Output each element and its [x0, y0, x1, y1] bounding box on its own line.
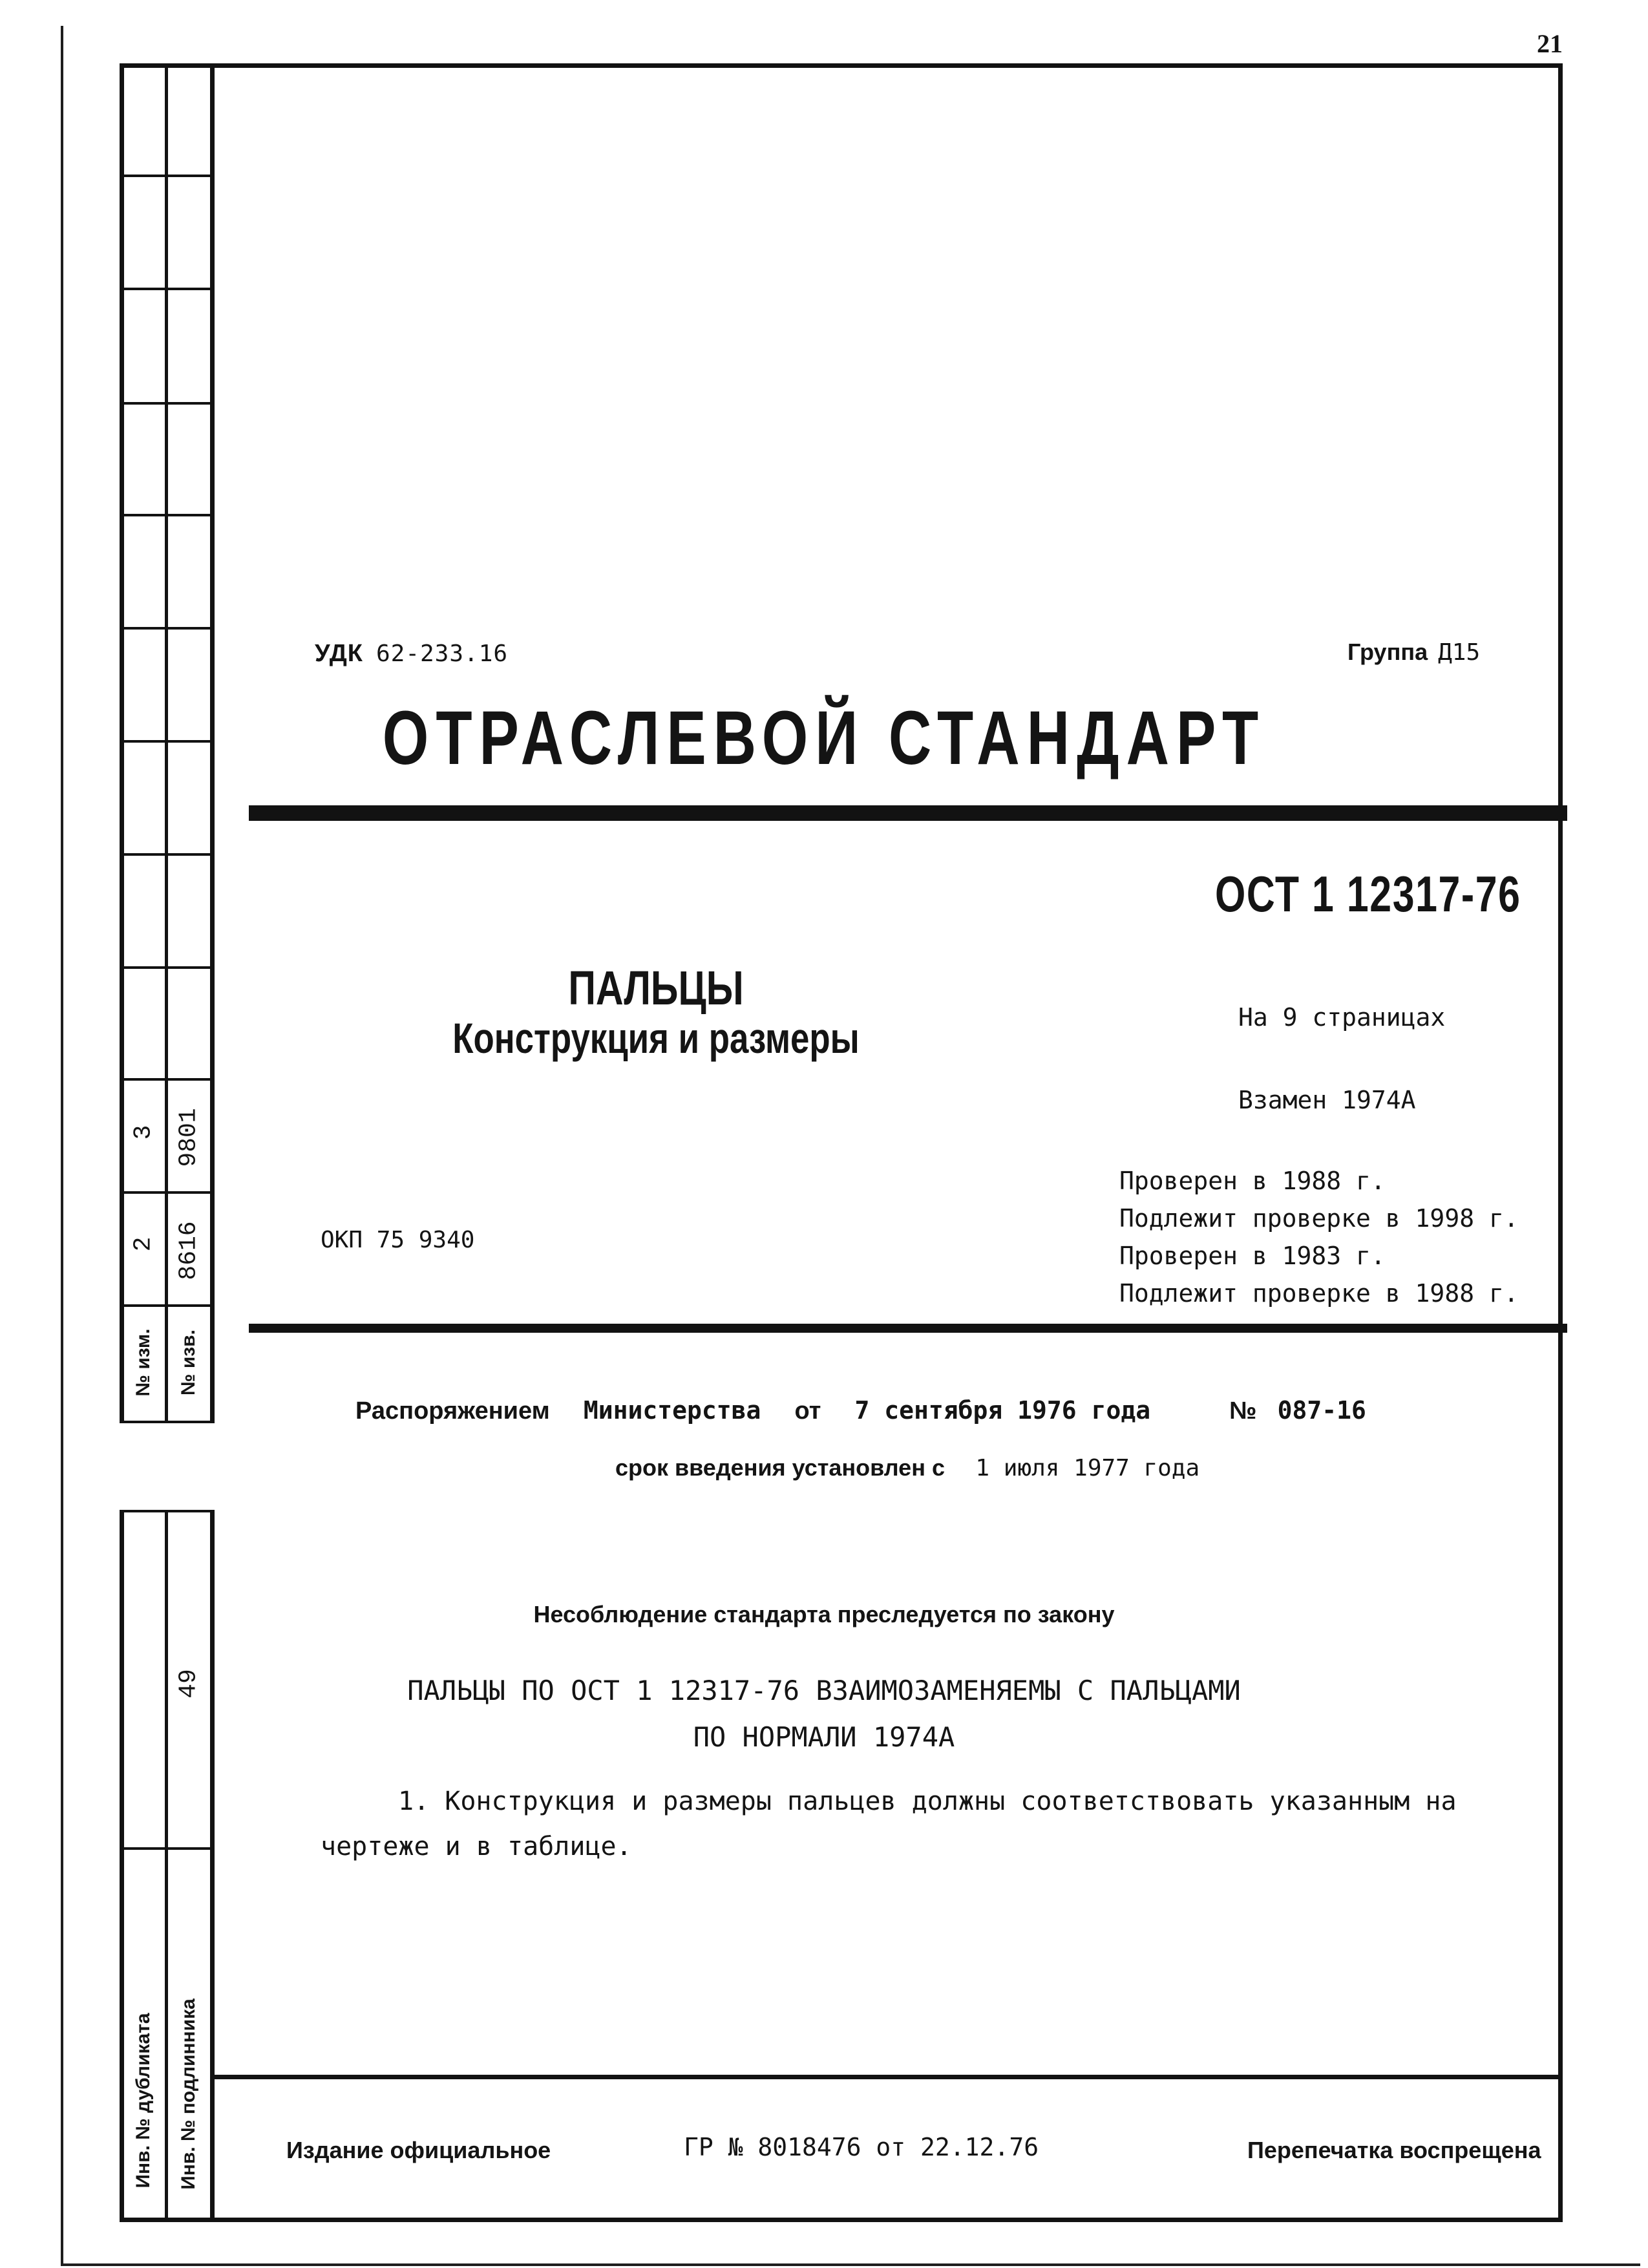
legal-warning: Несоблюдение стандарта преследуется по закону [533, 1601, 1115, 1627]
order-line [355, 1396, 1366, 1425]
page-number: 21 [1537, 29, 1563, 58]
footer-reprint-notice: Перепечатка воспрещена [1247, 2137, 1541, 2163]
standard-designation: ОСТ 1 12317-76 [1215, 865, 1521, 922]
effective-line [615, 1454, 1199, 1481]
udk-value: 62-233.16 [375, 641, 509, 667]
change-number: 2 [129, 1236, 158, 1252]
margin-row-line [120, 175, 215, 177]
change-number: 3 [129, 1125, 158, 1140]
check-line: Подлежит проверке в 1988 г. [1119, 1279, 1519, 1308]
check-history [1119, 1162, 1519, 1312]
margin-row-line [120, 966, 215, 969]
effective-label: срок введения установлен с [615, 1454, 945, 1481]
order-prefix: Распоряжением [355, 1397, 550, 1425]
okp-code: ОКП 75 9340 [321, 1227, 475, 1253]
interchange-note [0, 1668, 1648, 1761]
replaces-note: Взамен 1974А [1238, 1086, 1416, 1114]
change-label: № изм. [132, 1328, 154, 1397]
margin-row-line [120, 1078, 215, 1081]
duplicate-inventory-label: Инв. № дубликата [132, 2013, 154, 2189]
check-line: Проверен в 1983 г. [1119, 1242, 1386, 1270]
check-line: Подлежит проверке в 1998 г. [1119, 1204, 1519, 1233]
product-subtitle: Конструкция и размеры [452, 1014, 860, 1062]
margin-row-line [120, 514, 215, 516]
margin-row-line [120, 1421, 215, 1423]
udk-label: УДК [315, 640, 363, 667]
interchange-line: ПАЛЬЦЫ ПО ОСТ 1 12317-76 ВЗАИМОЗАМЕНЯЕМЫ С ПАЛЬЦАМИ [407, 1675, 1241, 1706]
order-ministry: Министерства [583, 1396, 761, 1425]
group-label: Группа [1347, 639, 1428, 665]
section-rule [249, 1324, 1567, 1333]
margin-row-line [120, 288, 215, 290]
effective-date: 1 июля 1977 года [975, 1455, 1200, 1481]
order-from: от [794, 1397, 821, 1425]
footer-registration: ГР № 8018476 от 22.12.76 [684, 2133, 1039, 2161]
footer-rule [210, 2075, 1563, 2079]
inventory-value: 49 [174, 1669, 203, 1699]
margin-row-line [120, 1304, 215, 1307]
notice-label: № изв. [178, 1330, 199, 1395]
margin-row-line [120, 1847, 215, 1850]
notice-number: 8616 [174, 1221, 203, 1280]
margin-row-line [120, 1510, 215, 1512]
original-inventory-label: Инв. № подлинника [178, 1998, 199, 2190]
group-value: Д15 [1438, 639, 1481, 666]
footer-official-edition: Издание официальное [286, 2137, 551, 2163]
margin-row-line [120, 627, 215, 630]
group-code [1347, 639, 1480, 666]
title-rule [249, 805, 1567, 821]
pages-note: На 9 страницах [1238, 1003, 1446, 1032]
order-number: 087-16 [1277, 1396, 1366, 1425]
udk-code [315, 640, 508, 668]
check-line: Проверен в 1988 г. [1119, 1167, 1386, 1195]
interchange-line: ПО НОРМАЛИ 1974А [693, 1721, 955, 1753]
margin-row-line [120, 402, 215, 405]
product-title: ПАЛЬЦЫ [568, 961, 744, 1015]
order-date: 7 сентября 1976 года [854, 1396, 1151, 1425]
order-number-label: № [1229, 1397, 1257, 1425]
margin-row-line [120, 853, 215, 856]
margin-divider [210, 63, 215, 2222]
paragraph-1: 1. Конструкция и размеры пальцев должны соответствовать указанным на чертеже и в таблице. [321, 1786, 1457, 1861]
document-title: ОТРАСЛЕВОЙ СТАНДАРТ [382, 695, 1266, 781]
main-frame [120, 63, 1563, 2222]
margin-row-line [120, 1191, 215, 1194]
notice-number: 9801 [174, 1108, 203, 1167]
margin-strip-gap [116, 1422, 216, 1511]
